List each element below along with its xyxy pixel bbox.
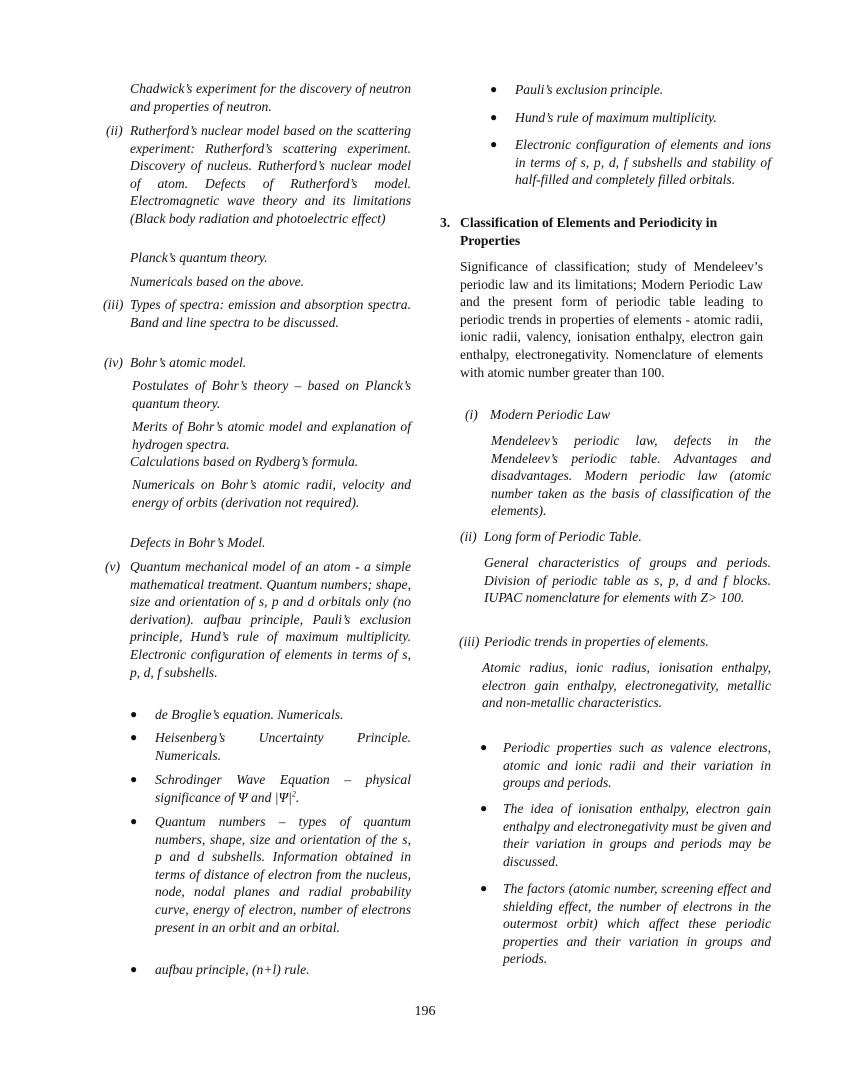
modern-law-text: Mendeleev’s periodic law, defects in the Mendeleev’s periodic table. Advantages and disadvantages. Modern periodic law (atomic number taken as the basis of classification of the elements). xyxy=(491,433,771,519)
bullet-icon: ● xyxy=(480,740,488,754)
intro-text: Chadwick’s experiment for the discovery of neutron and properties of neutron. xyxy=(130,81,411,114)
subheading-periodic-trends: Periodic trends in properties of elements. xyxy=(484,634,709,649)
bullet-icon: ● xyxy=(130,814,138,828)
superscript: 2 xyxy=(291,789,296,799)
bullet-icon: ● xyxy=(490,137,498,151)
bullet-icon: ● xyxy=(130,772,138,786)
bullet-icon: ● xyxy=(490,110,498,124)
bullet-text: Electronic configuration of elements and ions in terms of s, p, d, f subshells and stability of half-filled and completely filled orbitals. xyxy=(515,137,771,188)
section-text: Significance of classification; study of Mendeleev’s periodic law and its limitations; Modern Periodic Law and the present form of periodic table leading to periodic trends in properties of elements - atomic radii, ionic radii, valency, ionisation enthalpy, electron gain enthalpy, electronegativity. Nomenclature of elements with atomic number greater than 100. xyxy=(460,259,763,380)
periodic-trends-text: Atomic radius, ionic radius, ionisation enthalpy, electron gain enthalpy, electronegativity, metallic and non-metallic characteristics. xyxy=(482,660,771,711)
bullet-icon: ● xyxy=(490,82,498,96)
quantum-model-text: Quantum mechanical model of an atom - a simple mathematical treatment. Quantum numbers; shape, size and orientation of s, p and d orbitals only (no derivation). aufbau principle, Pauli’s exclusion principle, Hund’s rule of maximum multiplicity. Electronic configuration of elements in terms of s, p, d, f subshells. xyxy=(130,559,411,680)
item-label-iv: (iv) xyxy=(104,355,123,370)
schrodinger-text: Schrodinger Wave Equation – physical significance of Ψ and |Ψ| xyxy=(155,772,411,805)
bullet-text: The factors (atomic number, screening effect and shielding effect, the number of electrons in the outermost orbit) which affect these periodic properties and their variation in groups and periods. xyxy=(503,881,771,967)
item-label-v: (v) xyxy=(105,559,121,574)
numericals-above-text: Numericals based on the above. xyxy=(130,274,305,289)
bullet-text: The idea of ionisation enthalpy, electron gain enthalpy and electronegativity must be given and their variation in groups and periods may be discussed. xyxy=(503,801,771,869)
defects-text: Defects in Bohr’s Model. xyxy=(130,535,266,550)
bullet-text: aufbau principle, (n+l) rule. xyxy=(155,962,310,977)
planck-text: Planck’s quantum theory. xyxy=(130,250,268,265)
bullet-text: Hund’s rule of maximum multiplicity. xyxy=(515,110,717,125)
rydberg-text: Calculations based on Rydberg’s formula. xyxy=(130,454,359,469)
bullet-text: Periodic properties such as valence electrons, atomic and ionic radii and their variation in groups and periods. xyxy=(503,740,771,791)
subheading-modern-law: Modern Periodic Law xyxy=(490,407,611,422)
numericals-bohr-text: Numericals on Bohr’s atomic radii, velocity and energy of orbits (derivation not required). xyxy=(132,477,411,510)
section-heading: Classification of Elements and Periodicity in Properties xyxy=(460,215,718,248)
item-label-i: (i) xyxy=(465,407,478,422)
bullet-text: Heisenberg’s Uncertainty Principle. Numericals. xyxy=(155,730,411,763)
spectra-text: Types of spectra: emission and absorption spectra. Band and line spectra to be discussed. xyxy=(130,297,411,330)
item-label-iii-right: (iii) xyxy=(459,634,480,649)
bullet-text xyxy=(155,771,411,806)
item-label-ii-right: (ii) xyxy=(460,529,477,544)
bullet-icon: ● xyxy=(130,962,138,976)
bullet-text: Pauli’s exclusion principle. xyxy=(515,82,664,97)
subheading-long-form: Long form of Periodic Table. xyxy=(484,529,642,544)
postulates-text: Postulates of Bohr’s theory – based on Planck’s quantum theory. xyxy=(132,378,411,411)
long-form-text: General characteristics of groups and periods. Division of periodic table as s, p, d and f blocks. IUPAC nomenclature for elements with Z> 100. xyxy=(484,555,771,606)
item-label-ii: (ii) xyxy=(106,123,123,138)
period: . xyxy=(295,789,300,805)
section-number: 3. xyxy=(440,215,451,230)
bullet-text: Quantum numbers – types of quantum numbers, shape, size and orientation of the s, p and d subshells. Information obtained in terms of distance of electron from the nucleus, node, nodal planes and radial probability curve, energy of electron, number of electrons present in an orbit and an orbital. xyxy=(155,814,411,935)
bullet-text: de Broglie’s equation. Numericals. xyxy=(155,707,344,722)
item-label-iii: (iii) xyxy=(103,297,124,312)
rutherford-text: Rutherford’s nuclear model based on the scattering experiment: Rutherford’s scattering experiment. Discovery of nucleus. Rutherford’s nuclear model of atom. Defects of Rutherford’s model. Electromagnetic wave theory and its limitations (Black body radiation and photoelectric effect) xyxy=(130,123,411,226)
bohr-model-text: Bohr’s atomic model. xyxy=(130,355,247,370)
bullet-icon: ● xyxy=(480,801,488,815)
merits-text: Merits of Bohr’s atomic model and explanation of hydrogen spectra. xyxy=(132,419,411,452)
bullet-icon: ● xyxy=(130,730,138,744)
bullet-icon: ● xyxy=(480,881,488,895)
page-number: 196 xyxy=(414,1004,436,1019)
bullet-icon: ● xyxy=(130,707,138,721)
